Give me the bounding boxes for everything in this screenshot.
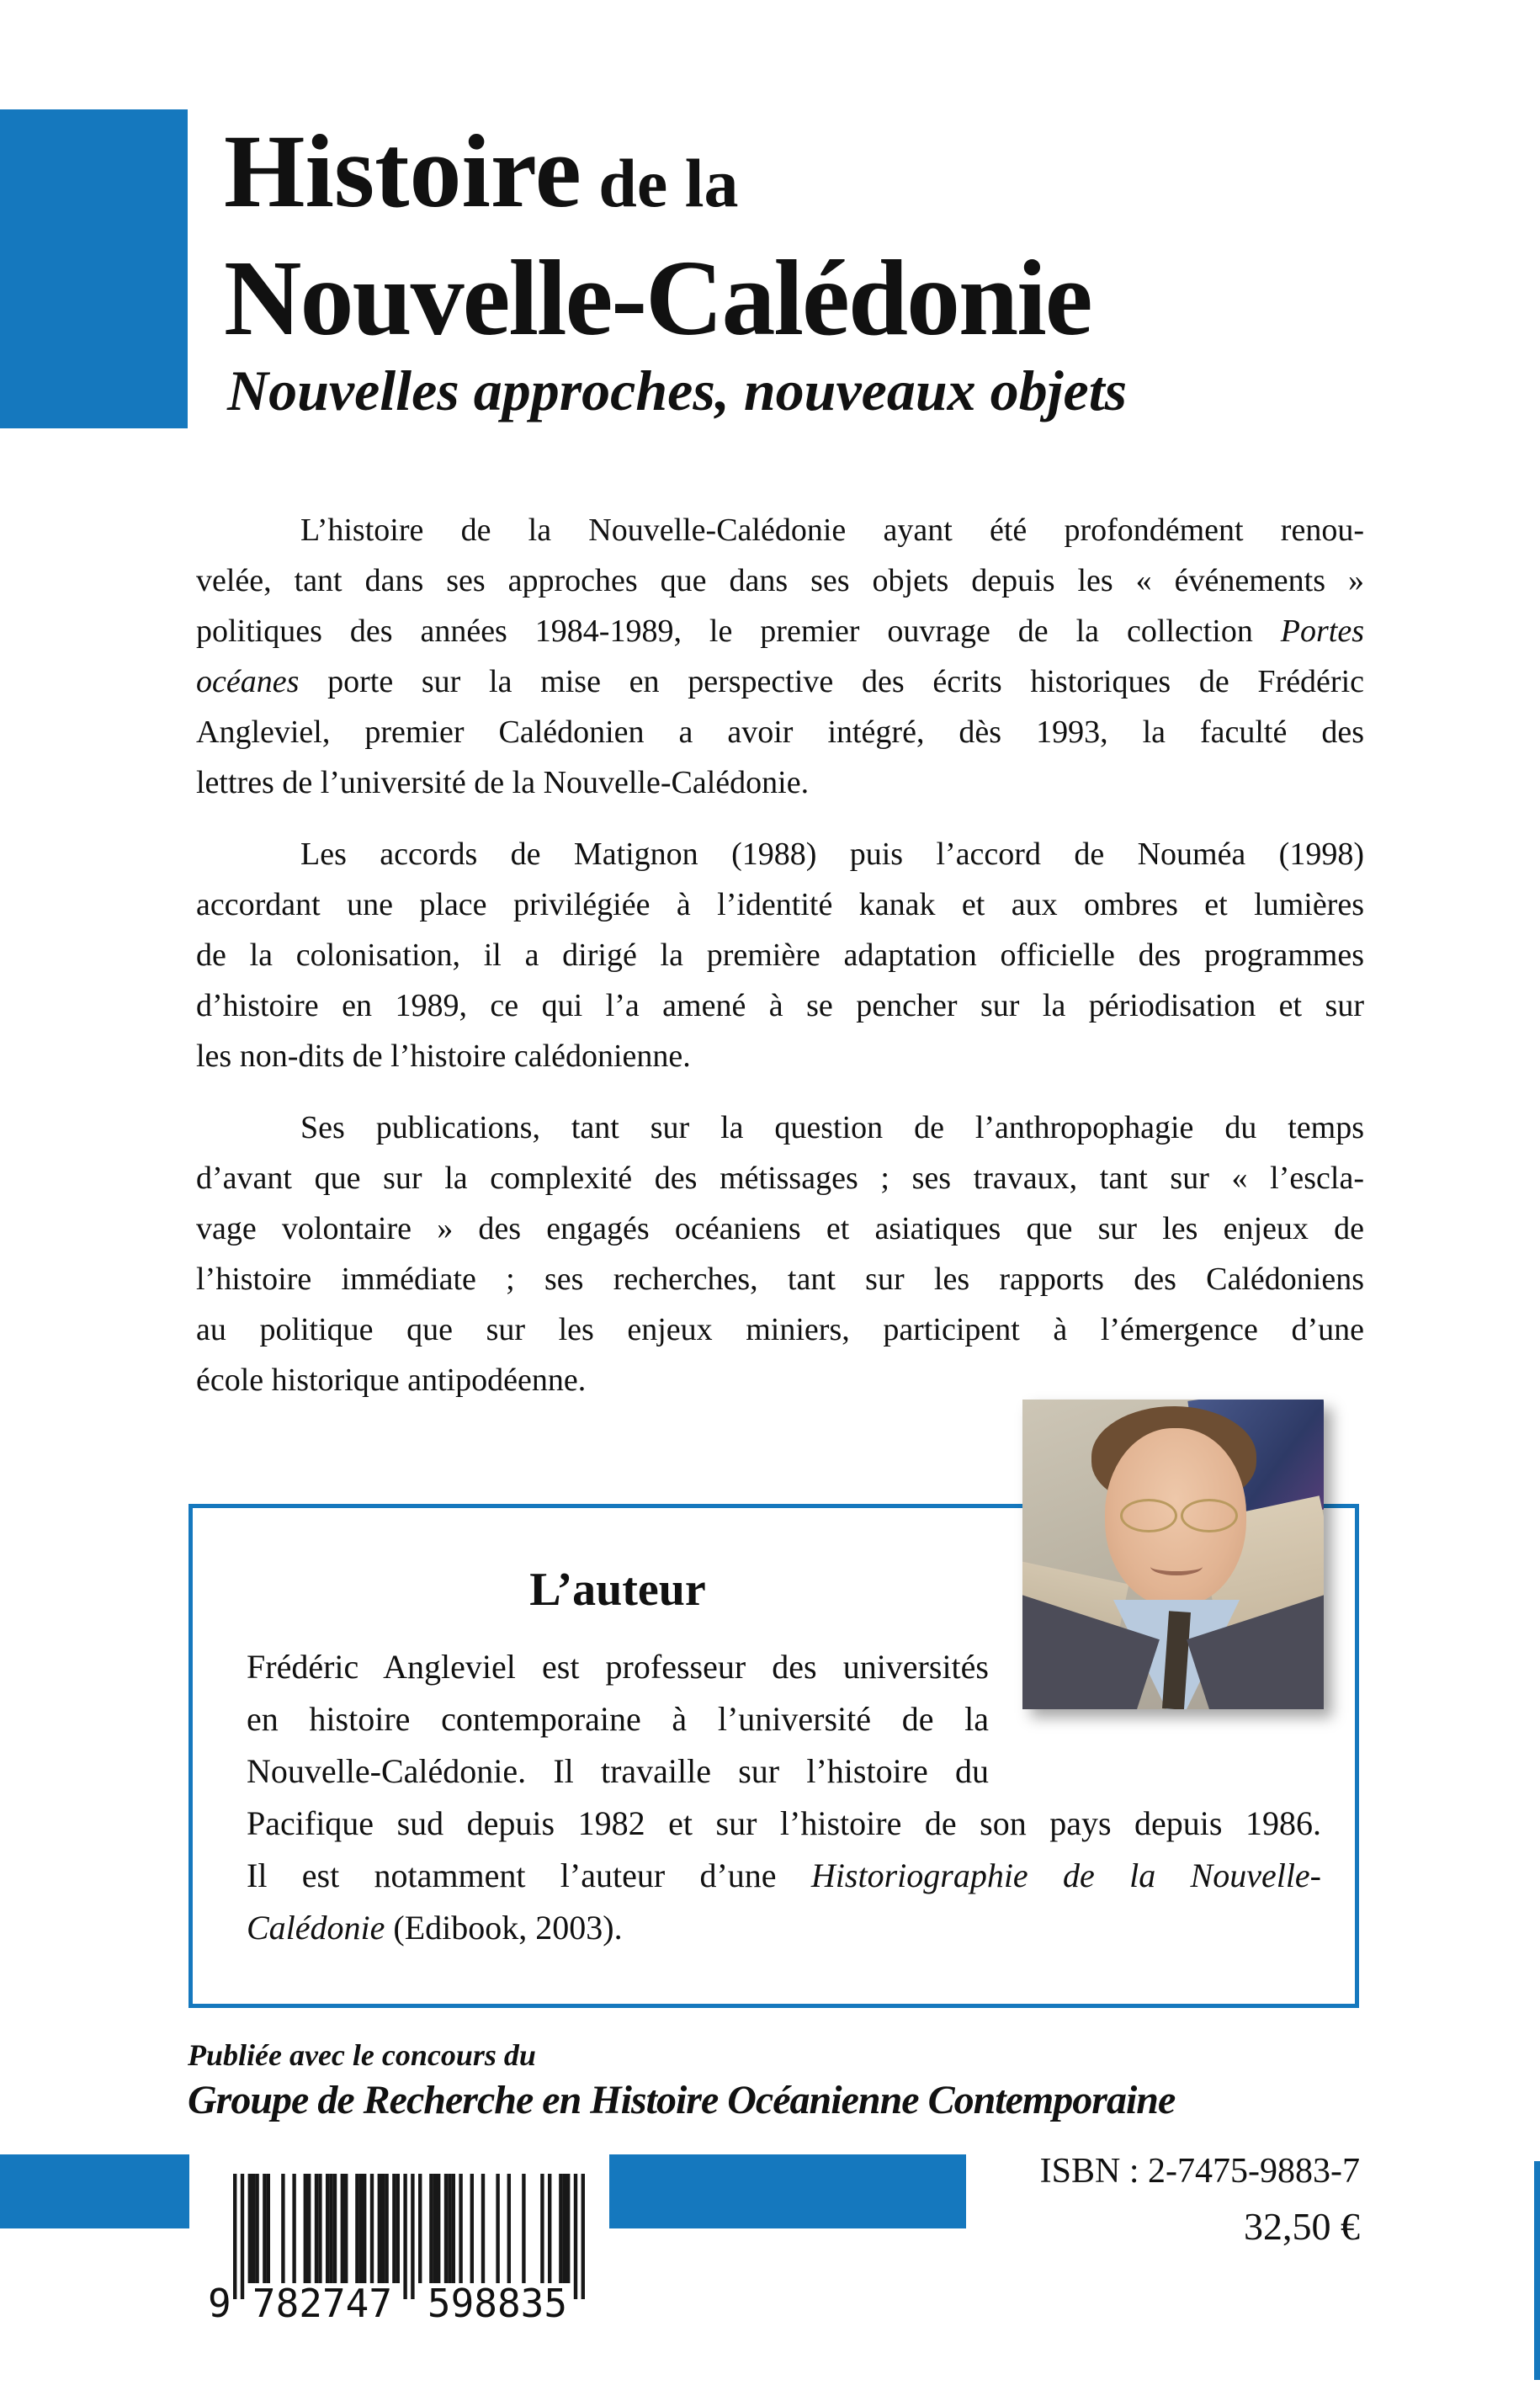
- text-line: [196, 1153, 1364, 1203]
- barcode-bar: [233, 2174, 236, 2299]
- text-segment: accordant une place privilégiée à l’identité kanak et aux ombres et lumières: [196, 887, 1364, 922]
- book-title-suffix: de la: [581, 145, 739, 221]
- credit-line: Publiée avec le concours du: [188, 2038, 536, 2072]
- barcode-bar: [403, 2174, 406, 2299]
- glasses: [1181, 1499, 1238, 1532]
- book-title-main: Histoire: [224, 114, 581, 229]
- text-line: [247, 1902, 1321, 1954]
- barcode-bar: [359, 2174, 363, 2283]
- synopsis-paragraph: [196, 829, 1364, 1081]
- text-line: [196, 829, 1364, 879]
- barcode-bar: [563, 2174, 566, 2283]
- text-line: [247, 1641, 989, 1693]
- text-segment: Frédéric Angleviel est professeur des universités: [247, 1648, 989, 1686]
- book-subtitle: Nouvelles approches, nouveaux objets: [227, 359, 1128, 422]
- text-line: [196, 930, 1364, 980]
- barcode-bar: [396, 2174, 400, 2283]
- barcode-bar: [248, 2174, 252, 2283]
- text-line: [196, 1254, 1364, 1304]
- barcode-bar: [429, 2174, 433, 2283]
- barcode-bar: [292, 2174, 295, 2283]
- barcode-bar: [241, 2174, 244, 2299]
- accent-rectangle: [0, 109, 188, 428]
- text-line: [196, 707, 1364, 757]
- barcode-bar: [267, 2174, 270, 2283]
- barcode-bar: [548, 2174, 551, 2283]
- text-segment: l’histoire immédiate ; ses recherches, tant sur les rapports des Calédoniens: [196, 1262, 1364, 1297]
- barcode-bar: [341, 2174, 344, 2283]
- text-line: [196, 656, 1364, 707]
- text-segment: d’avant que sur la complexité des métissages ; ses travaux, tant sur « l’escla-: [196, 1161, 1364, 1196]
- smile: [1150, 1558, 1203, 1575]
- barcode-digits-right: 598835: [427, 2281, 568, 2324]
- barcode-bar: [452, 2174, 455, 2283]
- text-segment: les non-dits de l’histoire calédonienne.: [196, 1038, 691, 1074]
- text-line: [247, 1693, 989, 1745]
- barcode-bar: [522, 2174, 525, 2283]
- barcode-bar: [378, 2174, 381, 2283]
- barcode-bar: [444, 2174, 448, 2283]
- barcode: [189, 2174, 592, 2324]
- italic-text-segment: Historiographie de la Nouvelle-: [810, 1856, 1321, 1894]
- barcode-bar: [263, 2174, 266, 2283]
- text-line: [196, 505, 1364, 555]
- barcode-bar: [281, 2174, 284, 2283]
- barcode-bar: [411, 2174, 414, 2299]
- text-segment: au politique que sur les enjeux miniers, participent à l’émergence d’une: [196, 1312, 1364, 1347]
- barcode-bar: [318, 2174, 321, 2283]
- barcode-bar: [418, 2174, 422, 2283]
- text-segment: de la colonisation, il a dirigé la première adaptation officielle des programmes: [196, 938, 1364, 973]
- barcode-bar: [437, 2174, 440, 2283]
- barcode-digits-left: 782747: [252, 2281, 393, 2324]
- barcode-bar: [329, 2174, 332, 2283]
- text-line: [196, 879, 1364, 930]
- barcode-bar: [496, 2174, 499, 2283]
- barcode-bar: [540, 2174, 544, 2283]
- text-segment: école historique antipodéenne.: [196, 1362, 587, 1398]
- barcode-bar: [566, 2174, 570, 2283]
- italic-text-segment: océanes: [196, 664, 300, 699]
- text-segment: velée, tant dans ses approches que dans ses objets depuis les « événements »: [196, 563, 1364, 598]
- barcode-bar: [363, 2174, 366, 2283]
- barcode-bar: [433, 2174, 437, 2283]
- text-segment: vage volontaire » des engagés océaniens et asiatiques que sur les enjeux de: [196, 1211, 1364, 1246]
- footer-bar-middle: [609, 2154, 966, 2228]
- barcode-bar: [392, 2174, 396, 2283]
- barcode-bar: [581, 2174, 585, 2299]
- synopsis-paragraph: [196, 1102, 1364, 1405]
- text-segment: en histoire contemporaine à l’université de la: [247, 1700, 989, 1738]
- barcode-bar: [574, 2174, 577, 2299]
- author-box-heading: L’auteur: [529, 1564, 706, 1616]
- text-line: [196, 1031, 1364, 1081]
- text-segment: (Edibook, 2003).: [385, 1909, 623, 1947]
- text-line: [196, 980, 1364, 1031]
- barcode-bar: [344, 2174, 348, 2283]
- book-title-line2: Nouvelle-Calédonie: [224, 238, 1091, 358]
- glasses: [1120, 1499, 1177, 1532]
- barcode-bar: [333, 2174, 337, 2283]
- text-segment: Nouvelle-Calédonie. Il travaille sur l’histoire du: [247, 1752, 989, 1790]
- italic-text-segment: Calédonie: [247, 1909, 385, 1947]
- barcode-bar: [470, 2174, 474, 2283]
- synopsis-paragraph: [196, 505, 1364, 808]
- text-segment: politiques des années 1984-1989, le premier ouvrage de la collection: [196, 614, 1281, 649]
- text-segment: porte sur la mise en perspective des écrits historiques de Frédéric: [299, 664, 1364, 699]
- barcode-bar: [355, 2174, 358, 2283]
- barcode-bar: [559, 2174, 562, 2283]
- barcode-bar: [255, 2174, 258, 2283]
- text-segment: Pacifique sud depuis 1982 et sur l’histoire de son pays depuis 1986.: [247, 1804, 1321, 1842]
- text-line: [196, 1102, 1364, 1153]
- barcode-bar: [326, 2174, 329, 2283]
- barcode-bar: [459, 2174, 462, 2283]
- text-segment: L’histoire de la Nouvelle-Calédonie ayant été profondément renou-: [300, 513, 1364, 548]
- barcode-bar: [370, 2174, 374, 2283]
- barcode-bar: [304, 2174, 307, 2283]
- barcode-bar: [381, 2174, 385, 2283]
- text-segment: lettres de l’université de la Nouvelle-Calédonie.: [196, 765, 810, 800]
- barcode-digit-first: 9: [208, 2281, 231, 2324]
- credit-organization: Groupe de Recherche en Histoire Océanienne Contemporaine: [188, 2078, 1176, 2122]
- italic-text-segment: Portes: [1280, 614, 1364, 649]
- footer-bar-left: [0, 2154, 189, 2228]
- isbn-text: ISBN : 2-7475-9883-7: [1039, 2152, 1360, 2191]
- text-line: [247, 1850, 1321, 1902]
- barcode-bar: [315, 2174, 318, 2283]
- text-line: [196, 1203, 1364, 1254]
- barcode-bar: [481, 2174, 485, 2283]
- synopsis: [196, 505, 1364, 1426]
- price-text: 32,50 €: [1244, 2205, 1360, 2248]
- text-line: [247, 1798, 1321, 1850]
- text-line: [196, 606, 1364, 656]
- text-segment: d’histoire en 1989, ce qui l’a amené à se pencher sur la périodisation et sur: [196, 988, 1364, 1023]
- barcode-bar: [385, 2174, 388, 2283]
- text-line: [196, 757, 1364, 808]
- text-segment: Ses publications, tant sur la question de l’anthropophagie du temps: [300, 1110, 1364, 1145]
- text-segment: Angleviel, premier Calédonien a avoir intégré, dès 1993, la faculté des: [196, 714, 1364, 750]
- barcode-bar: [448, 2174, 451, 2283]
- author-photo: [1022, 1400, 1324, 1709]
- text-segment: Les accords de Matignon (1988) puis l’accord de Nouméa (1998): [300, 837, 1364, 872]
- text-line: [196, 1304, 1364, 1355]
- text-line: [196, 555, 1364, 606]
- text-line: [247, 1745, 989, 1798]
- text-segment: Il est notamment l’auteur d’une: [247, 1856, 811, 1894]
- book-title-line1: [224, 114, 739, 229]
- barcode-bar: [252, 2174, 255, 2283]
- text-line: [196, 1355, 1364, 1405]
- footer-bar-right-edge: [1534, 2161, 1540, 2380]
- barcode-bar: [507, 2174, 511, 2283]
- barcode-bar: [307, 2174, 311, 2283]
